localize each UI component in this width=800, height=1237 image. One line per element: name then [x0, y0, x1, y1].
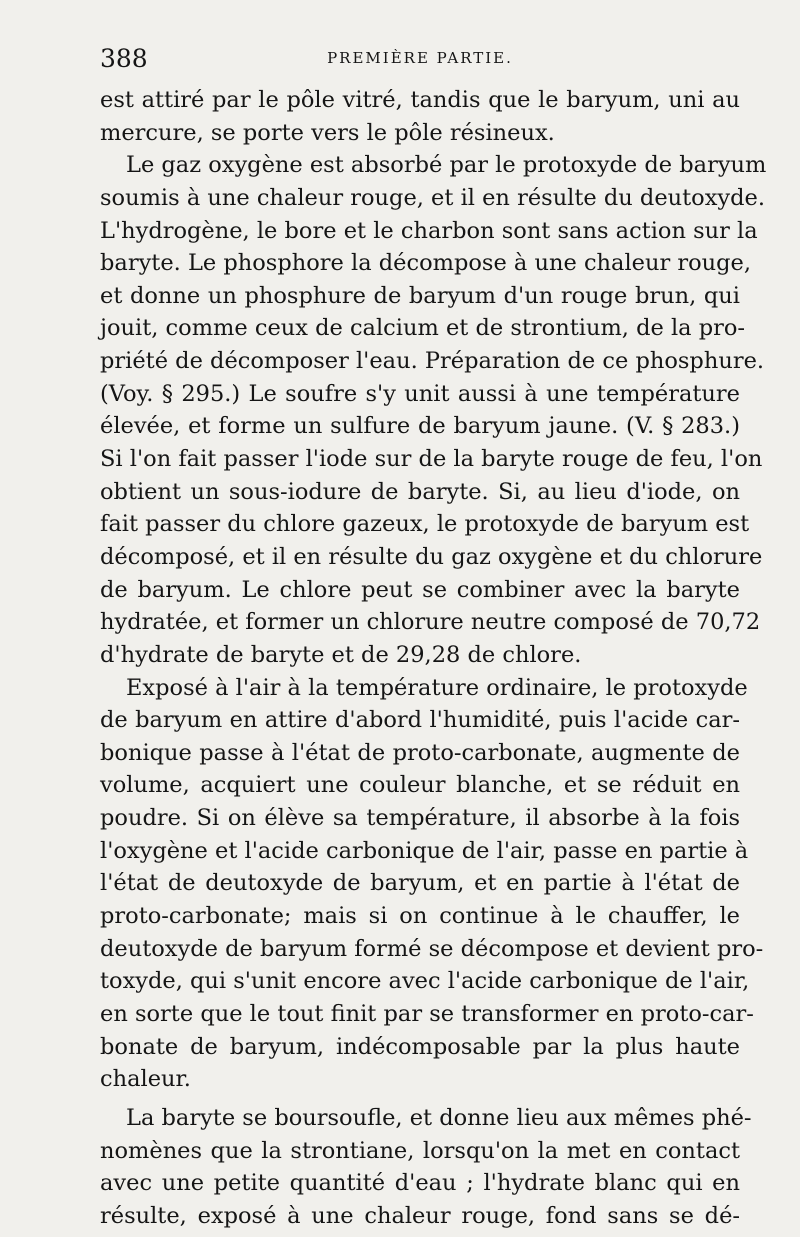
text-line: élevée, et forme un sulfure de baryum jaune. (V. § 283.) [100, 413, 740, 440]
text-line: et donne un phosphure de baryum d'un rouge brun, qui [100, 282, 740, 309]
text-line: Exposé à l'air à la température ordinaire, le protoxyde [126, 674, 748, 701]
text-line: poudre. Si on élève sa température, il absorbe à la fois [100, 805, 740, 832]
page-header [100, 44, 740, 76]
text-line: avec une petite quantité d'eau ; l'hydrate blanc qui en [100, 1170, 740, 1197]
text-line: baryte. Le phosphore la décompose à une chaleur rouge, [100, 250, 752, 277]
text-line: nomènes que la strontiane, lorsqu'on la met en contact [100, 1137, 740, 1164]
text-line: résulte, exposé à une chaleur rouge, fond sans se dé- [100, 1202, 740, 1229]
text-line: Si l'on fait passer l'iode sur de la baryte rouge de feu, l'on [100, 446, 763, 473]
text-line: est attiré par le pôle vitré, tandis que le baryum, uni au [100, 87, 740, 113]
text-line: La baryte se boursoufle, et donne lieu aux mêmes phé- [126, 1104, 752, 1131]
text-line: fait passer du chlore gazeux, le protoxyde de baryum est [100, 511, 750, 538]
text-line: de baryum. Le chlore peut se combiner avec la baryte [100, 576, 740, 603]
text-line: Le gaz oxygène est absorbé par le protoxyde de baryum [126, 152, 767, 179]
text-line: en sorte que le tout finit par se transformer en proto-car- [100, 1000, 754, 1027]
text-line: L'hydrogène, le bore et le charbon sont sans action sur la [100, 217, 758, 244]
text-line: (Voy. § 295.) Le soufre s'y unit aussi à une température [100, 380, 740, 407]
text-line: obtient un sous-iodure de baryte. Si, au lieu d'iode, on [100, 478, 740, 505]
text-line: soumis à une chaleur rouge, et il en résulte du deutoxyde. [100, 184, 766, 211]
text-line: de baryum en attire d'abord l'humidité, puis l'acide car- [100, 707, 740, 734]
page-number: 388 [100, 44, 148, 73]
text-line: proto-carbonate; mais si on continue à le chauffer, le [100, 903, 740, 930]
text-line: priété de décomposer l'eau. Préparation de ce phosphure. [100, 348, 765, 375]
text-line: deutoxyde de baryum formé se décompose et devient pro- [100, 935, 764, 962]
text-line: chaleur. [100, 1066, 191, 1093]
text-line: toxyde, qui s'unit encore avec l'acide carbonique de l'air, [100, 968, 750, 995]
text-line: bonique passe à l'état de proto-carbonate, augmente de [100, 739, 740, 766]
text-line: hydratée, et former un chlorure neutre composé de 70,72 [100, 609, 761, 636]
running-head: PREMIÈRE PARTIE. [327, 49, 513, 67]
body-text [100, 84, 767, 1232]
text-line: volume, acquiert une couleur blanche, et se réduit en [100, 772, 740, 799]
text-line: mercure, se porte vers le pôle résineux. [100, 119, 555, 146]
text-line: bonate de baryum, indécomposable par la plus haute [100, 1033, 740, 1060]
text-line: décomposé, et il en résulte du gaz oxygène et du chlorure [100, 543, 763, 570]
text-line: jouit, comme ceux de calcium et de strontium, de la pro- [100, 315, 746, 342]
text-line: l'oxygène et l'acide carbonique de l'air, passe en partie à [100, 837, 749, 864]
text-line: d'hydrate de baryte et de 29,28 de chlore. [100, 641, 582, 668]
text-line: l'état de deutoxyde de baryum, et en partie à l'état de [100, 870, 740, 897]
